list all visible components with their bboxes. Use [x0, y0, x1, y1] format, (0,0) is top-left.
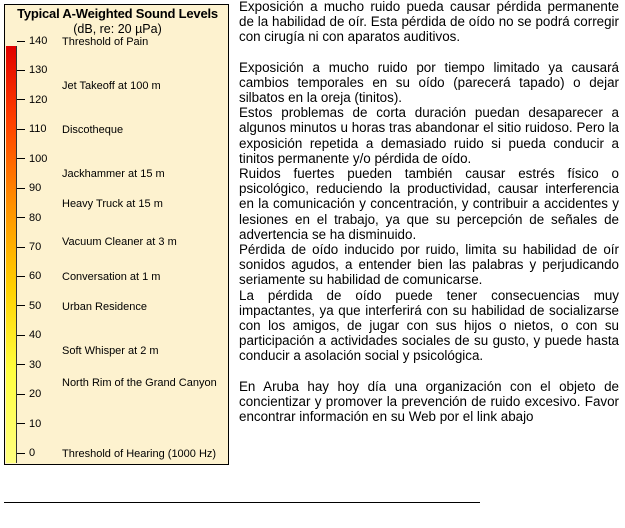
scale-tick-label: 110	[17, 123, 47, 135]
sound-source-label: Urban Residence	[62, 300, 147, 313]
scale-tick-label: 30	[17, 359, 41, 371]
sound-source-label: Conversation at 1 m	[62, 271, 161, 284]
scale-tick-label: 10	[17, 418, 41, 430]
paragraph: En Aruba hay hoy día una organización con el objeto de concientizar y promover la prevención de ruido excesivo. Favor encontrar información en su Web por el link abajo	[239, 378, 619, 425]
scale-tick-label: 0	[17, 447, 35, 459]
scale-tick-label: 140	[17, 35, 47, 47]
horizontal-rule	[4, 502, 480, 503]
paragraph: Estos problemas de corta duración puedan desaparecer a algunos minutos u horas tras abandonar el sitio ruidoso. Pero la exposición repetida a demasiado ruido si pueda conducir a tinitos permanente y/o pérdida de oído.	[239, 105, 619, 166]
article-text	[239, 0, 619, 424]
sound-source-label: Jet Takeoff at 100 m	[62, 80, 161, 93]
scale-tick-label: 60	[17, 270, 41, 282]
sound-source-label: Threshold of Pain	[62, 36, 149, 48]
sound-level-figure	[4, 4, 229, 465]
scale-tick-label: 100	[17, 153, 47, 165]
paragraph: La pérdida de oído puede tener consecuencias muy impactantes, ya que interferirá con su habilidad de socializarse con los amigos, de jugar con sus hijos o nietos, o con su participación a actividades sociales de su gusto, y puede hasta conducir a asolación social y psicológica.	[239, 287, 619, 364]
figure-subtitle: (dB, re: 20 µPa)	[73, 22, 162, 36]
scale-tick-label: 20	[17, 388, 41, 400]
scale-tick-label: 130	[17, 64, 47, 76]
sound-source-label: Discotheque	[62, 124, 124, 137]
sound-source-label: Jackhammer at 15 m	[62, 168, 165, 181]
scale-tick-label: 120	[17, 94, 47, 106]
scale-tick-label: 90	[17, 182, 41, 194]
sound-source-label: North Rim of the Grand Canyon	[62, 377, 217, 390]
paragraph: Exposición a mucho ruido por tiempo limitado ya causará cambios temporales en su oído (parecerá tapado) o dejar silbatos en la oreja (tinitos).	[239, 59, 619, 106]
paragraph: Exposición a mucho ruido pueda causar pérdida permanente de la habilidad de oír. Esta pérdida de oído no se podrá corregir con cirugía ni con aparatos auditivos.	[239, 0, 619, 45]
sound-source-label: Threshold of Hearing (1000 Hz)	[62, 448, 217, 460]
sound-source-label: Heavy Truck at 15 m	[62, 197, 163, 210]
decibel-color-bar	[6, 46, 17, 463]
scale-tick-label: 80	[17, 212, 41, 224]
sound-source-label: Soft Whisper at 2 m	[62, 345, 159, 357]
scale-tick-label: 50	[17, 300, 41, 312]
sound-source-label: Vacuum Cleaner at 3 m	[62, 236, 177, 249]
scale-tick-label: 40	[17, 329, 41, 341]
paragraph: Ruidos fuertes pueden también causar estrés físico o psicológico, reduciendo la productividad, causar interferencia en la comunicación y concentración, y contribuir a accidentes y lesiones en el trabajo, ya que su percepción de señales de advertencia se ha disminuido.	[239, 166, 619, 242]
figure-title: Typical A-Weighted Sound Levels	[17, 6, 218, 21]
scale-tick-label: 70	[17, 241, 41, 253]
paragraph: Pérdida de oído inducido por ruido, limita su habilidad de oír sonidos agudos, a entender bien las palabras y perjudicando seriamente su habilidad de comunicarse.	[239, 242, 619, 288]
